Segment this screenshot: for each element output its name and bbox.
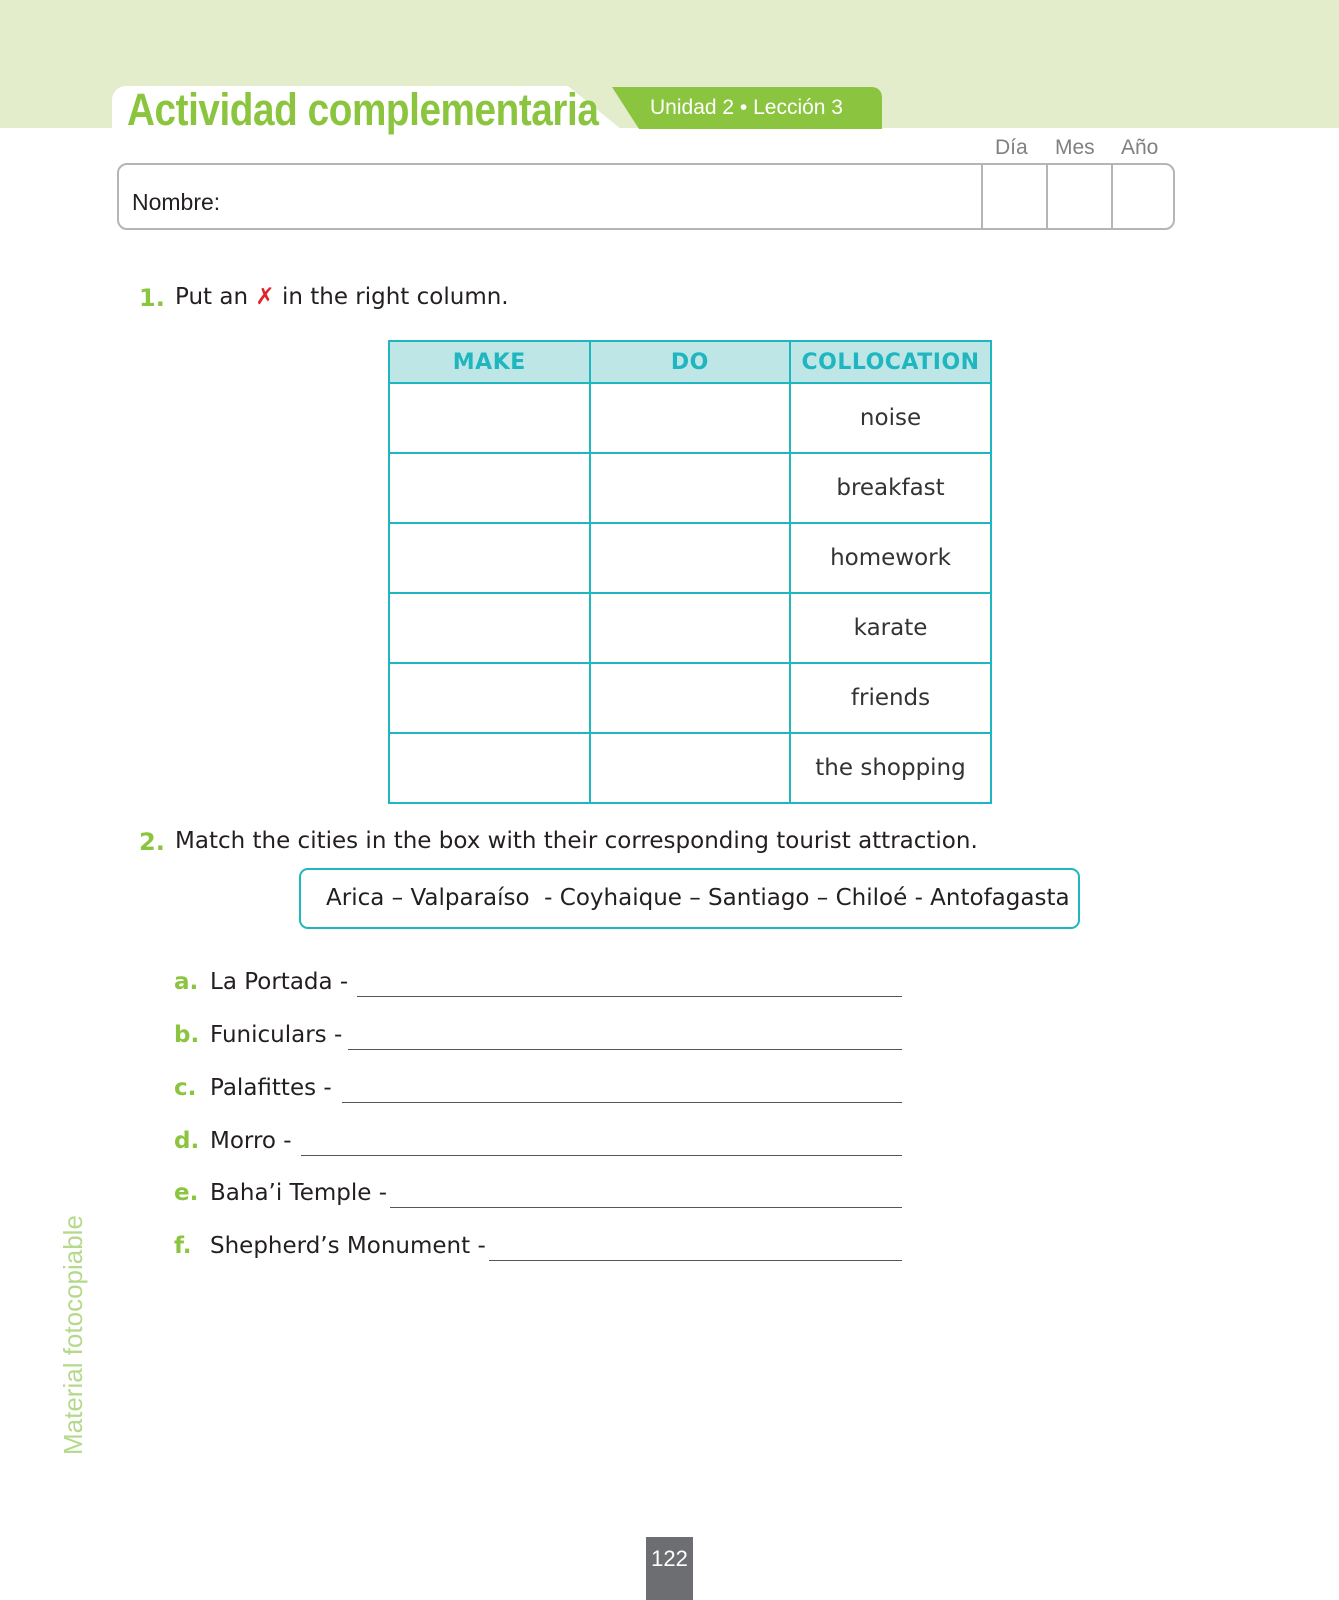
header-do: DO <box>590 341 790 383</box>
exercise-2-instruction: Match the cities in the box with their corresponding tourist attraction. <box>175 828 978 854</box>
do-cell[interactable] <box>590 593 790 663</box>
item-letter: a. <box>174 969 199 995</box>
month-label: Mes <box>1055 136 1095 159</box>
page-title: Actividad complementaria <box>127 84 599 135</box>
item-text: Baha’i Temple - <box>210 1180 388 1206</box>
instruction-text-before: Put an <box>175 284 249 310</box>
name-date-box <box>117 163 1175 230</box>
photocopiable-label: Material fotocopiable <box>58 1215 88 1455</box>
answer-line[interactable] <box>342 1102 902 1103</box>
answer-line[interactable] <box>357 996 902 997</box>
make-cell[interactable] <box>389 523 590 593</box>
unit-lesson-label: Unidad 2 • Lección 3 <box>650 96 843 119</box>
make-cell[interactable] <box>389 593 590 663</box>
name-label: Nombre: <box>132 189 221 215</box>
do-cell[interactable] <box>590 663 790 733</box>
day-field[interactable] <box>981 165 983 228</box>
table-row <box>389 523 991 593</box>
exercise-2-number: 2. <box>139 828 165 856</box>
header-make: MAKE <box>389 341 590 383</box>
do-cell[interactable] <box>590 733 790 803</box>
month-field[interactable] <box>1046 165 1048 228</box>
year-label: Año <box>1121 136 1159 159</box>
item-text: La Portada - <box>210 969 349 995</box>
page-number-box <box>646 1537 693 1600</box>
answer-line[interactable] <box>348 1049 902 1050</box>
item-letter: f. <box>174 1233 192 1259</box>
collocation-cell: breakfast <box>790 453 991 523</box>
make-cell[interactable] <box>389 663 590 733</box>
table-row <box>389 733 991 803</box>
item-letter: b. <box>174 1022 200 1048</box>
day-label: Día <box>995 136 1028 159</box>
year-field[interactable] <box>1111 165 1113 228</box>
make-cell[interactable] <box>389 453 590 523</box>
collocation-cell: karate <box>790 593 991 663</box>
item-text: Funiculars - <box>210 1022 343 1048</box>
make-cell[interactable] <box>389 733 590 803</box>
table-row <box>389 453 991 523</box>
make-cell[interactable] <box>389 383 590 453</box>
x-mark-icon: ✗ <box>255 284 275 310</box>
item-letter: d. <box>174 1128 200 1154</box>
item-letter: e. <box>174 1180 199 1206</box>
item-text: Shepherd’s Monument - <box>210 1233 486 1259</box>
table-row <box>389 593 991 663</box>
collocation-cell: friends <box>790 663 991 733</box>
answer-line[interactable] <box>301 1155 902 1156</box>
collocation-table <box>388 340 992 804</box>
collocation-cell: noise <box>790 383 991 453</box>
page-number: 122 <box>651 1546 688 1571</box>
item-text: Morro - <box>210 1128 292 1154</box>
item-letter: c. <box>174 1075 197 1101</box>
cities-box: Arica – Valparaíso - Coyhaique – Santiago – Chiloé - Antofagasta <box>299 868 1080 929</box>
table-header-row <box>389 341 991 383</box>
collocation-cell: the shopping <box>790 733 991 803</box>
exercise-1-instruction <box>175 284 509 310</box>
instruction-text-after: in the right column. <box>281 284 509 310</box>
collocation-cell: homework <box>790 523 991 593</box>
table-row <box>389 383 991 453</box>
do-cell[interactable] <box>590 383 790 453</box>
exercise-1-number: 1. <box>139 284 165 312</box>
item-text: Palafittes - <box>210 1075 332 1101</box>
table-row <box>389 663 991 733</box>
answer-line[interactable] <box>390 1207 902 1208</box>
do-cell[interactable] <box>590 523 790 593</box>
do-cell[interactable] <box>590 453 790 523</box>
header-collocation: COLLOCATION <box>790 341 991 383</box>
answer-line[interactable] <box>489 1260 902 1261</box>
